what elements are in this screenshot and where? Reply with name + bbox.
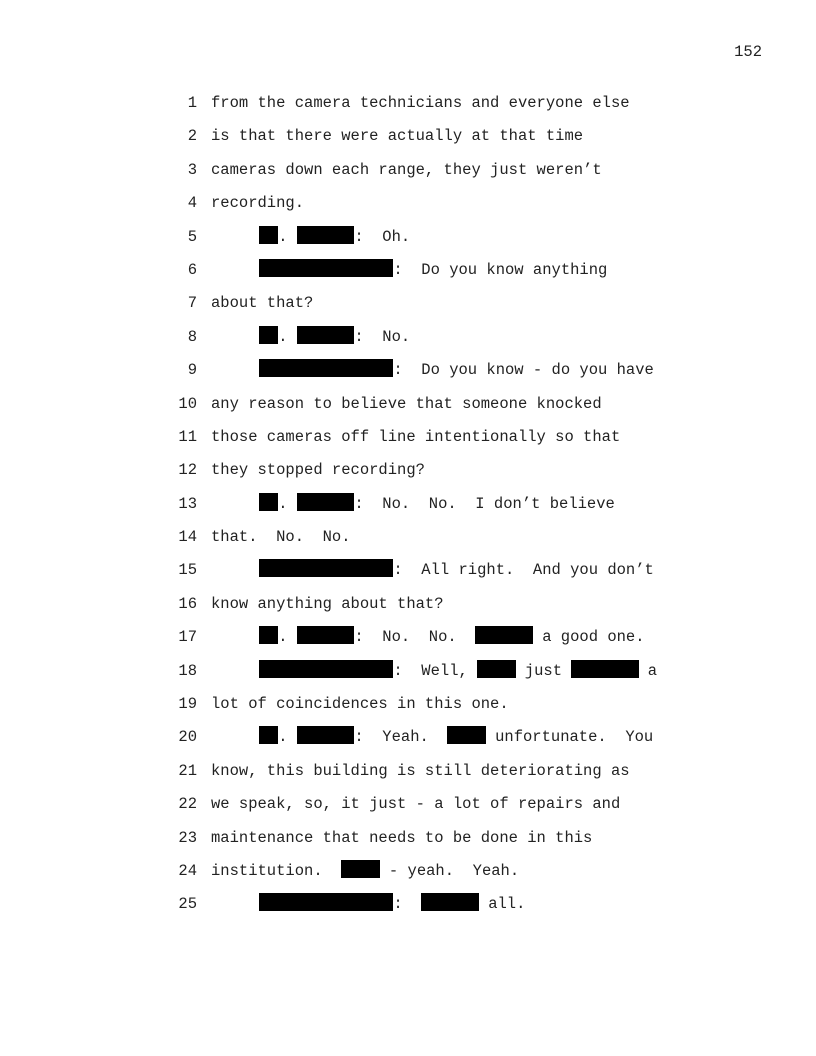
line-text (259, 554, 654, 587)
transcript-line (0, 454, 816, 487)
line-number: 7 (187, 294, 197, 313)
redaction-box (259, 660, 393, 678)
transcript-line (0, 588, 816, 621)
line-text (211, 521, 351, 554)
text-segment: lot of coincidences in this one. (211, 695, 509, 714)
line-number: 8 (187, 327, 197, 346)
line-number: 19 (178, 695, 197, 714)
redaction-box (259, 493, 278, 511)
redaction-box (477, 660, 515, 678)
line-text (211, 855, 519, 888)
line-number: 5 (187, 227, 197, 246)
line-text (259, 321, 410, 354)
transcript-line (0, 221, 816, 254)
text-segment: : No. No. (354, 628, 476, 647)
line-number: 2 (187, 127, 197, 146)
line-number: 1 (187, 94, 197, 112)
line-number: 22 (178, 795, 197, 814)
transcript-line (0, 822, 816, 855)
text-segment: know anything about that? (211, 594, 444, 613)
text-segment: they stopped recording? (211, 461, 425, 480)
line-text (211, 454, 425, 487)
redaction-box (259, 559, 393, 577)
line-text (211, 755, 630, 788)
text-segment: . (278, 728, 297, 747)
line-text (259, 354, 654, 387)
text-segment: - yeah. Yeah. (379, 861, 520, 880)
line-number: 20 (178, 728, 197, 747)
transcript-line (0, 87, 816, 120)
line-text (211, 388, 602, 421)
transcript-line (0, 388, 816, 421)
text-segment: . (278, 227, 297, 246)
line-text (211, 588, 444, 621)
redaction-box (259, 326, 278, 344)
redaction-box (571, 660, 638, 678)
line-text (259, 221, 410, 254)
line-number: 15 (178, 561, 197, 580)
text-segment: : All right. And you don’t (393, 561, 654, 580)
redaction-box (297, 626, 355, 644)
line-number: 9 (187, 361, 197, 380)
transcript-line (0, 688, 816, 721)
text-segment: about that? (211, 294, 314, 313)
transcript-line (0, 154, 816, 187)
redaction-box (447, 726, 485, 744)
text-segment: unfortunate. You (485, 728, 654, 747)
text-segment: recording. (211, 194, 305, 213)
redaction-box (259, 359, 393, 377)
text-segment: just (515, 661, 572, 680)
text-segment: : Do you know - do you have (393, 361, 654, 380)
line-text (211, 688, 509, 721)
redaction-box (297, 726, 355, 744)
transcript-line (0, 755, 816, 788)
line-number: 21 (178, 761, 197, 780)
page-number: 152 (734, 43, 762, 61)
line-text (211, 120, 583, 153)
redaction-box (297, 326, 355, 344)
transcript-line (0, 287, 816, 320)
redaction-box (421, 893, 479, 911)
redaction-box (259, 626, 278, 644)
redaction-box (297, 493, 355, 511)
text-segment: : Oh. (354, 227, 411, 246)
text-segment: all. (478, 895, 526, 914)
text-segment: : No. No. I don’t believe (354, 494, 615, 513)
line-number: 12 (178, 461, 197, 480)
transcript-line (0, 721, 816, 754)
text-segment: cameras down each range, they just weren’t (211, 160, 602, 179)
redaction-box (259, 259, 393, 277)
transcript-line (0, 888, 816, 921)
transcript-line (0, 254, 816, 287)
text-segment: is that there were actually at that time (211, 127, 584, 146)
text-segment: that. No. No. (211, 528, 351, 547)
line-text (259, 621, 645, 654)
line-number: 24 (178, 861, 197, 880)
line-number: 17 (178, 628, 197, 647)
transcript-line (0, 120, 816, 153)
text-segment: . (278, 494, 297, 513)
line-number: 10 (178, 394, 197, 413)
line-text (211, 287, 313, 320)
transcript-line (0, 354, 816, 387)
line-number: 13 (178, 494, 197, 513)
text-segment: know, this building is still deteriorating as (211, 761, 630, 780)
redaction-box (297, 226, 355, 244)
transcript-line (0, 187, 816, 220)
line-number: 16 (178, 594, 197, 613)
redaction-box (475, 626, 533, 644)
text-segment: . (278, 628, 297, 647)
text-segment: : Well, (393, 661, 478, 680)
line-text (259, 655, 657, 688)
line-number: 18 (178, 661, 197, 680)
line-text (259, 888, 525, 921)
line-text (211, 154, 602, 187)
line-text (211, 187, 304, 220)
transcript-line (0, 855, 816, 888)
line-number: 11 (178, 427, 197, 446)
text-segment: : No. (354, 327, 411, 346)
redaction-box (259, 226, 278, 244)
text-segment: maintenance that needs to be done in this (211, 828, 593, 847)
line-text (259, 721, 653, 754)
text-segment: those cameras off line intentionally so that (211, 427, 621, 446)
text-segment: a (638, 661, 658, 680)
line-text (211, 822, 592, 855)
transcript-line (0, 321, 816, 354)
line-text (211, 788, 620, 821)
line-number: 25 (178, 895, 197, 914)
transcript-line (0, 788, 816, 821)
line-text (211, 421, 620, 454)
transcript-line (0, 621, 816, 654)
text-segment: institution. (211, 861, 342, 880)
line-number: 14 (178, 528, 197, 547)
text-segment: : Yeah. (354, 728, 448, 747)
transcript-body (0, 87, 816, 922)
text-segment: we speak, so, it just - a lot of repairs and (211, 795, 621, 814)
transcript-line (0, 655, 816, 688)
transcript-line (0, 488, 816, 521)
line-text (259, 488, 615, 521)
redaction-box (341, 860, 379, 878)
line-number: 6 (187, 260, 197, 279)
line-text (211, 87, 630, 120)
redaction-box (259, 893, 393, 911)
text-segment: . (278, 327, 297, 346)
line-text (259, 254, 607, 287)
transcript-line (0, 421, 816, 454)
transcript-line (0, 521, 816, 554)
text-segment: a good one. (532, 628, 645, 647)
text-segment: from the camera technicians and everyone else (211, 94, 630, 112)
text-segment: : Do you know anything (393, 260, 608, 279)
text-segment: any reason to believe that someone knocked (211, 394, 602, 413)
line-number: 23 (178, 828, 197, 847)
redaction-box (259, 726, 278, 744)
line-number: 3 (187, 160, 197, 179)
text-segment: : (393, 895, 422, 914)
line-number: 4 (187, 194, 197, 213)
transcript-line (0, 554, 816, 587)
